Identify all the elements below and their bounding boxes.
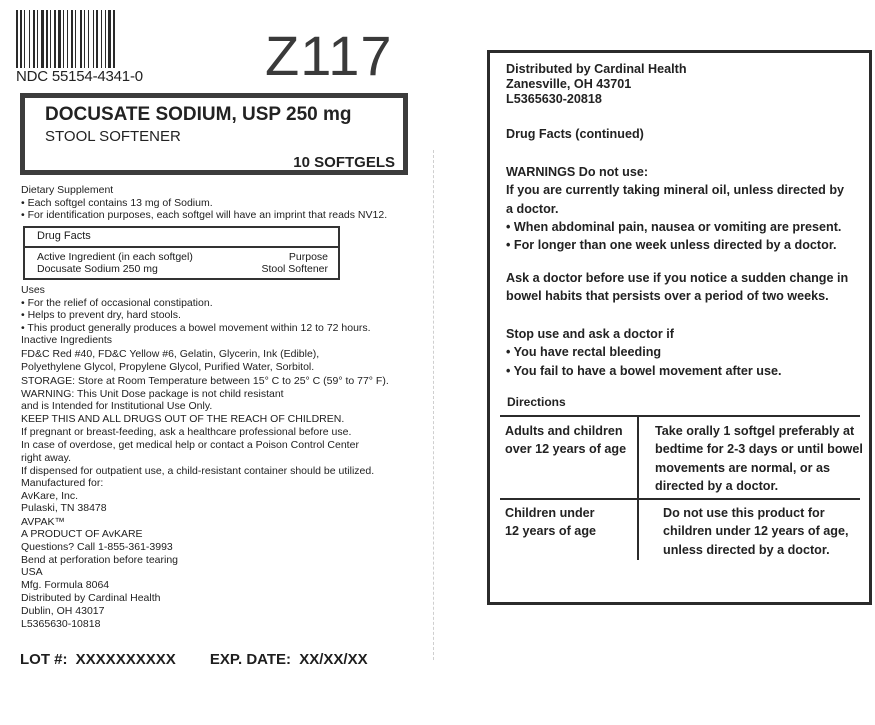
text-line: a doctor.: [506, 201, 559, 216]
text-line: Distributed by Cardinal Health: [506, 62, 687, 76]
barcode-bar: [20, 10, 22, 68]
text-line: Distributed by Cardinal Health: [21, 592, 161, 605]
text-line: over 12 years of age: [505, 442, 627, 457]
text-line: bowel habits that persists over a period of two weeks.: [506, 289, 829, 304]
directions-column-divider: [637, 415, 639, 560]
stop-use-heading: Stop use and ask a doctor if: [506, 327, 674, 341]
directions-divider: [500, 498, 860, 500]
text-line: 12 years of age: [505, 524, 597, 539]
text-line: Adults and children: [505, 424, 623, 438]
inactive-ingredients-heading: Inactive Ingredients: [21, 334, 113, 347]
uses-heading: Uses: [21, 284, 45, 296]
exp-date-label: EXP. DATE:: [209, 651, 292, 668]
directions-row-instruction: [663, 504, 848, 559]
text-line: • For the relief of occasional constipation.: [21, 296, 213, 309]
text-line: Children under: [505, 506, 595, 520]
directions-divider: [500, 415, 860, 417]
text-line: • For identification purposes, each softgel will have an imprint that reads NV12.: [21, 209, 388, 222]
barcode-bar: [113, 10, 115, 68]
text-line: USA: [21, 566, 43, 579]
barcode-bar: [101, 10, 102, 68]
barcode-bar: [37, 10, 38, 68]
barcode-bar: [16, 10, 18, 68]
active-ingredient: Docusate Sodium 250 mg: [37, 263, 158, 275]
text-line: Manufactured for:: [21, 477, 104, 489]
barcode-bar: [29, 10, 30, 68]
text-line: AvKare, Inc.: [21, 489, 79, 502]
text-line: right away.: [21, 451, 71, 464]
barcode-bar: [46, 10, 48, 68]
drug-facts-continued-panel: [487, 50, 872, 605]
barcode-bar: [93, 10, 94, 68]
barcode-bar: [84, 10, 85, 68]
perforation-line: [433, 150, 434, 660]
stop-use-section: [506, 325, 781, 380]
text-line: Ask a doctor before use if you notice a sudden change in: [506, 271, 849, 285]
barcode-bar: [75, 10, 76, 68]
text-line: Dietary Supplement: [21, 184, 114, 196]
text-line: KEEP THIS AND ALL DRUGS OUT OF THE REACH OF CHILDREN.: [21, 412, 345, 425]
text-line: Pulaski, TN 38478: [21, 502, 107, 515]
supplement-info: [21, 184, 387, 222]
text-line: Mfg. Formula 8064: [21, 578, 110, 591]
text-line: • Each softgel contains 13 mg of Sodium.: [21, 196, 213, 209]
barcode: [16, 10, 156, 68]
barcode-bar: [80, 10, 82, 68]
text-line: • You have rectal bleeding: [506, 345, 662, 360]
barcode-bar: [105, 10, 106, 68]
text-line: and is Intended for Institutional Use Only.: [21, 400, 213, 413]
text-line: If you are currently taking mineral oil, unless directed by: [506, 183, 845, 198]
text-line: If dispensed for outpatient use, a child-resistant container should be utilized.: [21, 465, 375, 478]
text-line: In case of overdose, get medical help or contact a Poison Control Center: [21, 439, 359, 452]
directions-row-instruction: [655, 422, 863, 495]
barcode-bar: [33, 10, 35, 68]
text-line: AVPAK™: [21, 515, 65, 528]
text-line: Bend at perforation before tearing: [21, 553, 179, 566]
barcode-bar: [24, 10, 25, 68]
text-line: WARNING: This Unit Dose package is not child resistant: [21, 387, 284, 400]
product-type: STOOL SOFTENER: [45, 128, 181, 145]
barcode-bar: [54, 10, 56, 68]
lot-exp-line: [20, 651, 372, 668]
product-box: [20, 93, 408, 175]
text-line: A PRODUCT OF AvKARE: [21, 528, 143, 541]
lot-value: XXXXXXXXXX: [75, 651, 176, 668]
barcode-bar: [41, 10, 44, 68]
barcode-bar: [58, 10, 61, 68]
directions-row-group: [505, 422, 626, 459]
text-line: FD&C Red #40, FD&C Yellow #6, Gelatin, Glycerin, Ink (Edible),: [21, 347, 320, 360]
text-line: unless directed by a doctor.: [663, 542, 830, 557]
text-line: Zanesville, OH 43701: [506, 77, 632, 91]
uses-and-warnings: [21, 284, 389, 478]
directions-title: Directions: [507, 395, 566, 409]
text-line: Take orally 1 softgel preferably at: [655, 424, 855, 438]
phone-line: Questions? Call 1-855-361-3993: [21, 540, 173, 553]
active-ingredient-header: Active Ingredient (in each softgel): [37, 251, 193, 263]
text-line: • Helps to prevent dry, hard stools.: [21, 309, 181, 322]
text-line: movements are normal, or as: [655, 460, 830, 475]
drug-facts-box: [23, 226, 340, 280]
warnings-heading: WARNINGS Do not use:: [506, 165, 649, 179]
ask-doctor-section: [506, 269, 848, 306]
lot-label: LOT #:: [20, 651, 68, 668]
barcode-bar: [50, 10, 51, 68]
text-line: children under 12 years of age,: [663, 524, 849, 539]
manufacturer-info: [21, 477, 178, 630]
text-line: directed by a doctor.: [655, 478, 779, 493]
barcode-bar: [71, 10, 73, 68]
barcode-bar: [108, 10, 111, 68]
text-line: If pregnant or breast-feeding, ask a healthcare professional before use.: [21, 425, 352, 438]
text-line: bedtime for 2-3 days or until bowel: [655, 442, 863, 457]
ndc-number: NDC 55154-4341-0: [16, 68, 143, 85]
drug-facts-divider: [25, 246, 338, 248]
text-line: • This product generally produces a bowel movement within 12 to 72 hours.: [21, 321, 371, 334]
drug-facts-continued-title: Drug Facts (continued): [506, 127, 644, 141]
barcode-bar: [63, 10, 64, 68]
text-line: • When abdominal pain, nausea or vomiting are present.: [506, 219, 842, 234]
distributor-info: [506, 62, 687, 107]
warnings-section: [506, 163, 844, 254]
item-code: Z117: [265, 24, 393, 87]
text-line: Do not use this product for: [663, 506, 825, 520]
storage-line: STORAGE: Store at Room Temperature between 15° C to 25° C (59° to 77° F).: [21, 375, 389, 388]
text-line: • For longer than one week unless directed by a doctor.: [506, 238, 837, 253]
product-name: DOCUSATE SODIUM, USP 250 mg: [45, 104, 352, 125]
drug-facts-title: Drug Facts: [37, 230, 91, 242]
purpose-header: Purpose: [288, 251, 328, 263]
barcode-bar: [67, 10, 68, 68]
text-line: Dublin, OH 43017: [21, 604, 105, 617]
text-line: Polyethylene Glycol, Propylene Glycol, Purified Water, Sorbitol.: [21, 360, 315, 373]
text-line: L5365630-10818: [21, 617, 101, 630]
text-line: • You fail to have a bowel movement after use.: [506, 363, 782, 378]
directions-row-group: [505, 504, 596, 541]
exp-date-value: XX/XX/XX: [299, 651, 368, 668]
barcode-bar: [96, 10, 98, 68]
purpose: Stool Softener: [261, 263, 328, 275]
product-count: 10 SOFTGELS: [293, 154, 395, 171]
barcode-bar: [88, 10, 89, 68]
text-line: L5365630-20818: [506, 92, 602, 106]
